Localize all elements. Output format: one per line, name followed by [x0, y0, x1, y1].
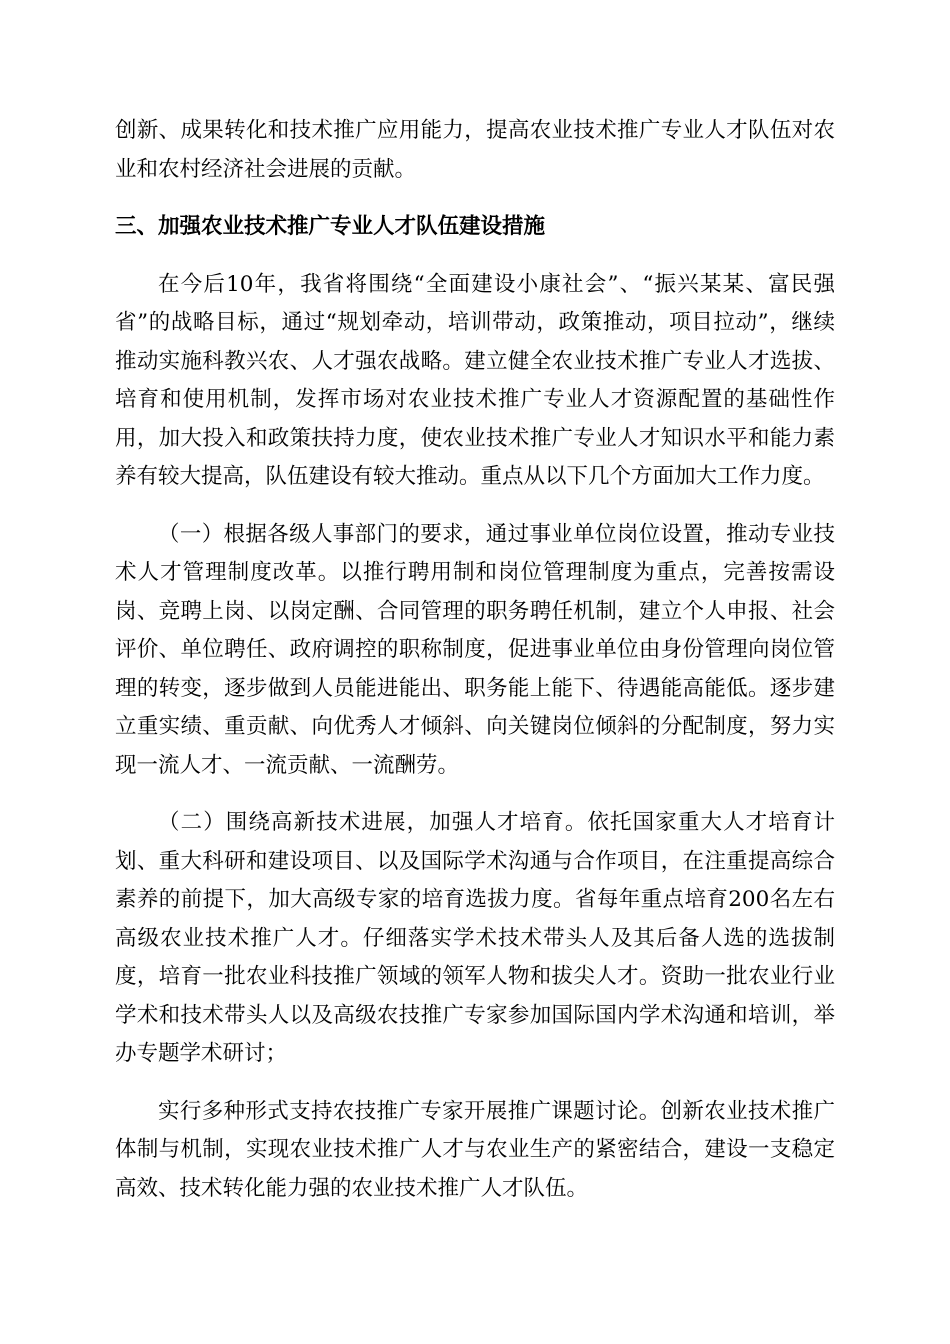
paragraph-intro: 在今后10年，我省将围绕“全面建设小康社会”、“振兴某某、富民强省”的战略目标，通过“规划牵动，培训带动，政策推动，项目拉动”，继续推动实施科教兴农、人才强农战略。建立健全农业技术推广专业人才选拔、培育和使用机制，发挥市场对农业技术推广专业人才资源配置的基础性作用，加大投入和政策扶持力度，使农业技术推广专业人才知识水平和能力素养有较大提高，队伍建设有较大推动。重点从以下几个方面加大工作力度。 [115, 271, 835, 489]
section-heading: 三、加强农业技术推广专业人才队伍建设措施 [115, 214, 546, 239]
paragraph-item-1: （一）根据各级人事部门的要求，通过事业单位岗位设置，推动专业技术人才管理制度改革。以推行聘用制和岗位管理制度为重点，完善按需设岗、竞聘上岗、以岗定酬、合同管理的职务聘任机制，建立个人申报、社会评价、单位聘任、政府调控的职称制度，促进事业单位由身份管理向岗位管理的转变，逐步做到人员能进能出、职务能上能下、待遇能高能低。逐步建立重实绩、重贡献、向优秀人才倾斜、向关键岗位倾斜的分配制度，努力实现一流人才、一流贡献、一流酬劳。 [115, 521, 835, 778]
paragraph-continuation: 创新、成果转化和技术推广应用能力，提高农业技术推广专业人才队伍对农业和农村经济社会进展的贡献。 [115, 118, 835, 182]
document-body [115, 112, 835, 1227]
paragraph-item-2: （二）围绕高新技术进展，加强人才培育。依托国家重大人才培育计划、重大科研和建设项目、以及国际学术沟通与合作项目，在注重提高综合素养的前提下，加大高级专家的培育选拔力度。省每年重点培育200名左右高级农业技术推广人才。仔细落实学术技术带头人及其后备人选的选拔制度，培育一批农业科技推广领域的领军人物和拔尖人才。资助一批农业行业学术和技术带头人以及高级农技推广专家参加国际国内学术沟通和培训，举办专题学术研讨； [115, 810, 835, 1066]
paragraph-closing: 实行多种形式支持农技推广专家开展推广课题讨论。创新农业技术推广体制与机制，实现农业技术推广人才与农业生产的紧密结合，建设一支稳定高效、技术转化能力强的农业技术推广人才队伍。 [115, 1098, 835, 1201]
